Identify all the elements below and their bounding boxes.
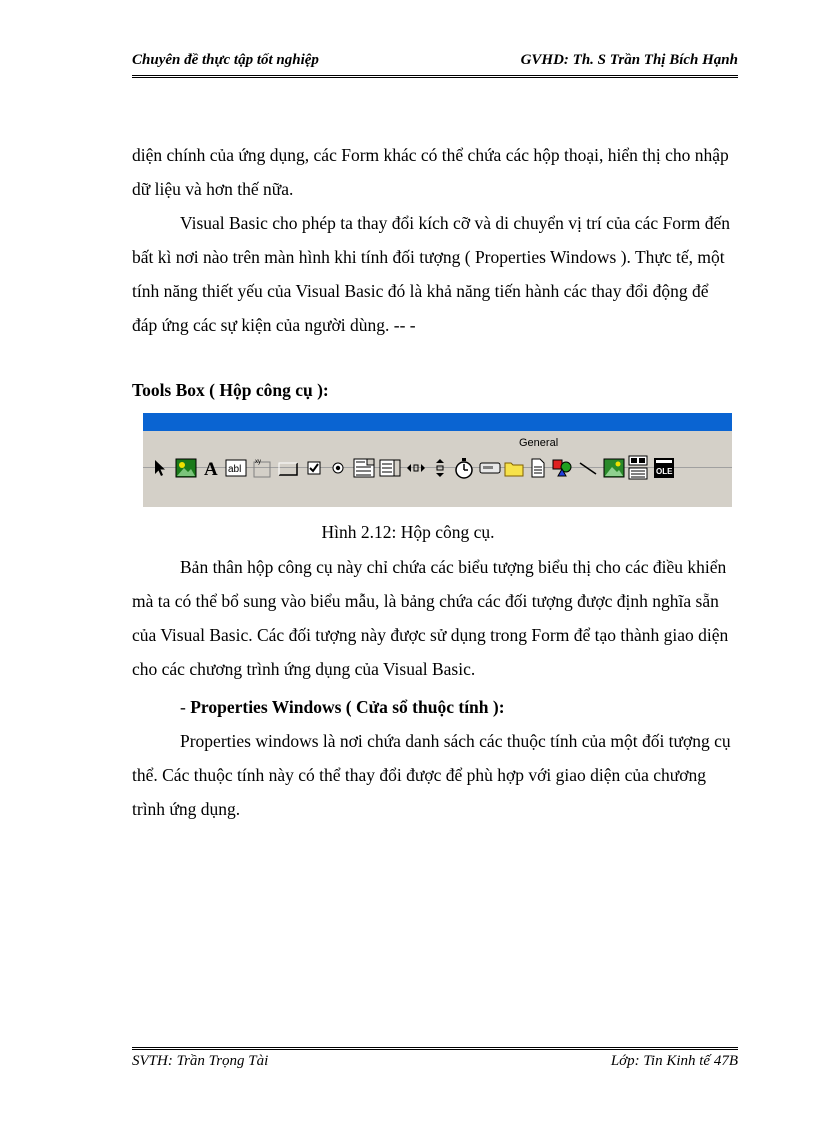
paragraph-1: diện chính của ứng dụng, các Form khác có thể chứa các hộp thoại, hiển thị cho nhập dữ liệu và hơn thế nữa. bbox=[132, 145, 729, 199]
vscrollbar-icon[interactable] bbox=[429, 457, 451, 479]
footer-right: Lớp: Tin Kinh tế 47B bbox=[610, 1053, 738, 1069]
frame-icon[interactable] bbox=[251, 457, 273, 479]
paragraph-3 bbox=[132, 550, 736, 686]
optionbutton-icon[interactable] bbox=[327, 457, 349, 479]
checkbox-icon[interactable] bbox=[303, 457, 325, 479]
properties-heading-line bbox=[132, 690, 736, 724]
toolbox-tools bbox=[147, 453, 732, 483]
timer-icon[interactable] bbox=[453, 457, 475, 479]
hscrollbar-icon[interactable] bbox=[405, 457, 427, 479]
svg-text:xy: xy bbox=[255, 459, 261, 465]
toolbox-tab-label: General bbox=[519, 437, 559, 449]
ole-icon[interactable] bbox=[653, 457, 675, 479]
filelistbox-icon[interactable] bbox=[527, 457, 549, 479]
drivelistbox-icon[interactable] bbox=[479, 457, 501, 479]
ole-icon-text: OLE bbox=[656, 467, 673, 476]
toolbox-screenshot bbox=[143, 413, 732, 507]
picturebox-icon[interactable] bbox=[175, 457, 197, 479]
paragraph-5 bbox=[132, 724, 736, 826]
paragraph-2 bbox=[132, 206, 736, 342]
paragraph-2-text: Visual Basic cho phép ta thay đổi kích cỡ và di chuyển vị trí của các Form đến bất kì nơi nào trên màn hình khi tính đối tượng ( Properties Windows ). Thực tế, một tính năng thiết yếu của Visual Basic đó là khả năng tiến hành các thay đổi động để đáp ứng các sự kiện của người dùng. -- - bbox=[132, 213, 731, 335]
properties-heading: Properties Windows ( Cửa sổ thuộc tính ): bbox=[190, 697, 505, 717]
toolbox-titlebar bbox=[143, 413, 732, 431]
paragraph-5-text: Properties windows là nơi chứa danh sách các thuộc tính của một đối tượng cụ thể. Các thuộc tính này có thể thay đổi được để phù hợp với giao diện của chương trình ứng dụng. bbox=[132, 731, 731, 819]
toolbox-heading: Tools Box ( Hộp công cụ ): bbox=[132, 380, 329, 400]
dirlistbox-icon[interactable] bbox=[503, 457, 525, 479]
header-rule bbox=[132, 75, 738, 78]
page-header bbox=[132, 52, 738, 76]
combobox-icon[interactable] bbox=[353, 457, 375, 479]
figure-caption: Hình 2.12: Hộp công cụ. bbox=[321, 522, 495, 542]
paragraph-3-text: Bản thân hộp công cụ này chỉ chứa các biểu tượng biểu thị cho các điều khiển mà ta có thể bổ sung vào biểu mẫu, là bảng chứa các đối tượng được định nghĩa sẵn của Visual Basic. Các đối tượng này được sử dụng trong Form để tạo thành giao diện cho các chương trình ứng dụng của Visual Basic. bbox=[132, 557, 729, 679]
shape-icon[interactable] bbox=[551, 457, 573, 479]
pointer-icon[interactable] bbox=[149, 457, 171, 479]
page-footer bbox=[132, 1053, 738, 1077]
footer-rule bbox=[132, 1047, 738, 1050]
header-right: GVHD: Th. S Trần Thị Bích Hạnh bbox=[520, 52, 738, 68]
image-icon[interactable] bbox=[603, 457, 625, 479]
line-icon[interactable] bbox=[577, 457, 599, 479]
svg-text:abl: abl bbox=[228, 464, 242, 475]
listbox-icon[interactable] bbox=[379, 457, 401, 479]
properties-prefix: - bbox=[180, 697, 191, 717]
footer-left: SVTH: Trần Trọng Tài bbox=[132, 1053, 269, 1069]
commandbutton-icon[interactable] bbox=[277, 457, 299, 479]
header-left: Chuyên đề thực tập tốt nghiệp bbox=[132, 52, 319, 68]
svg-text:A: A bbox=[204, 459, 218, 478]
data-icon[interactable] bbox=[627, 457, 649, 479]
textbox-icon[interactable] bbox=[225, 457, 247, 479]
label-icon[interactable] bbox=[201, 457, 223, 479]
